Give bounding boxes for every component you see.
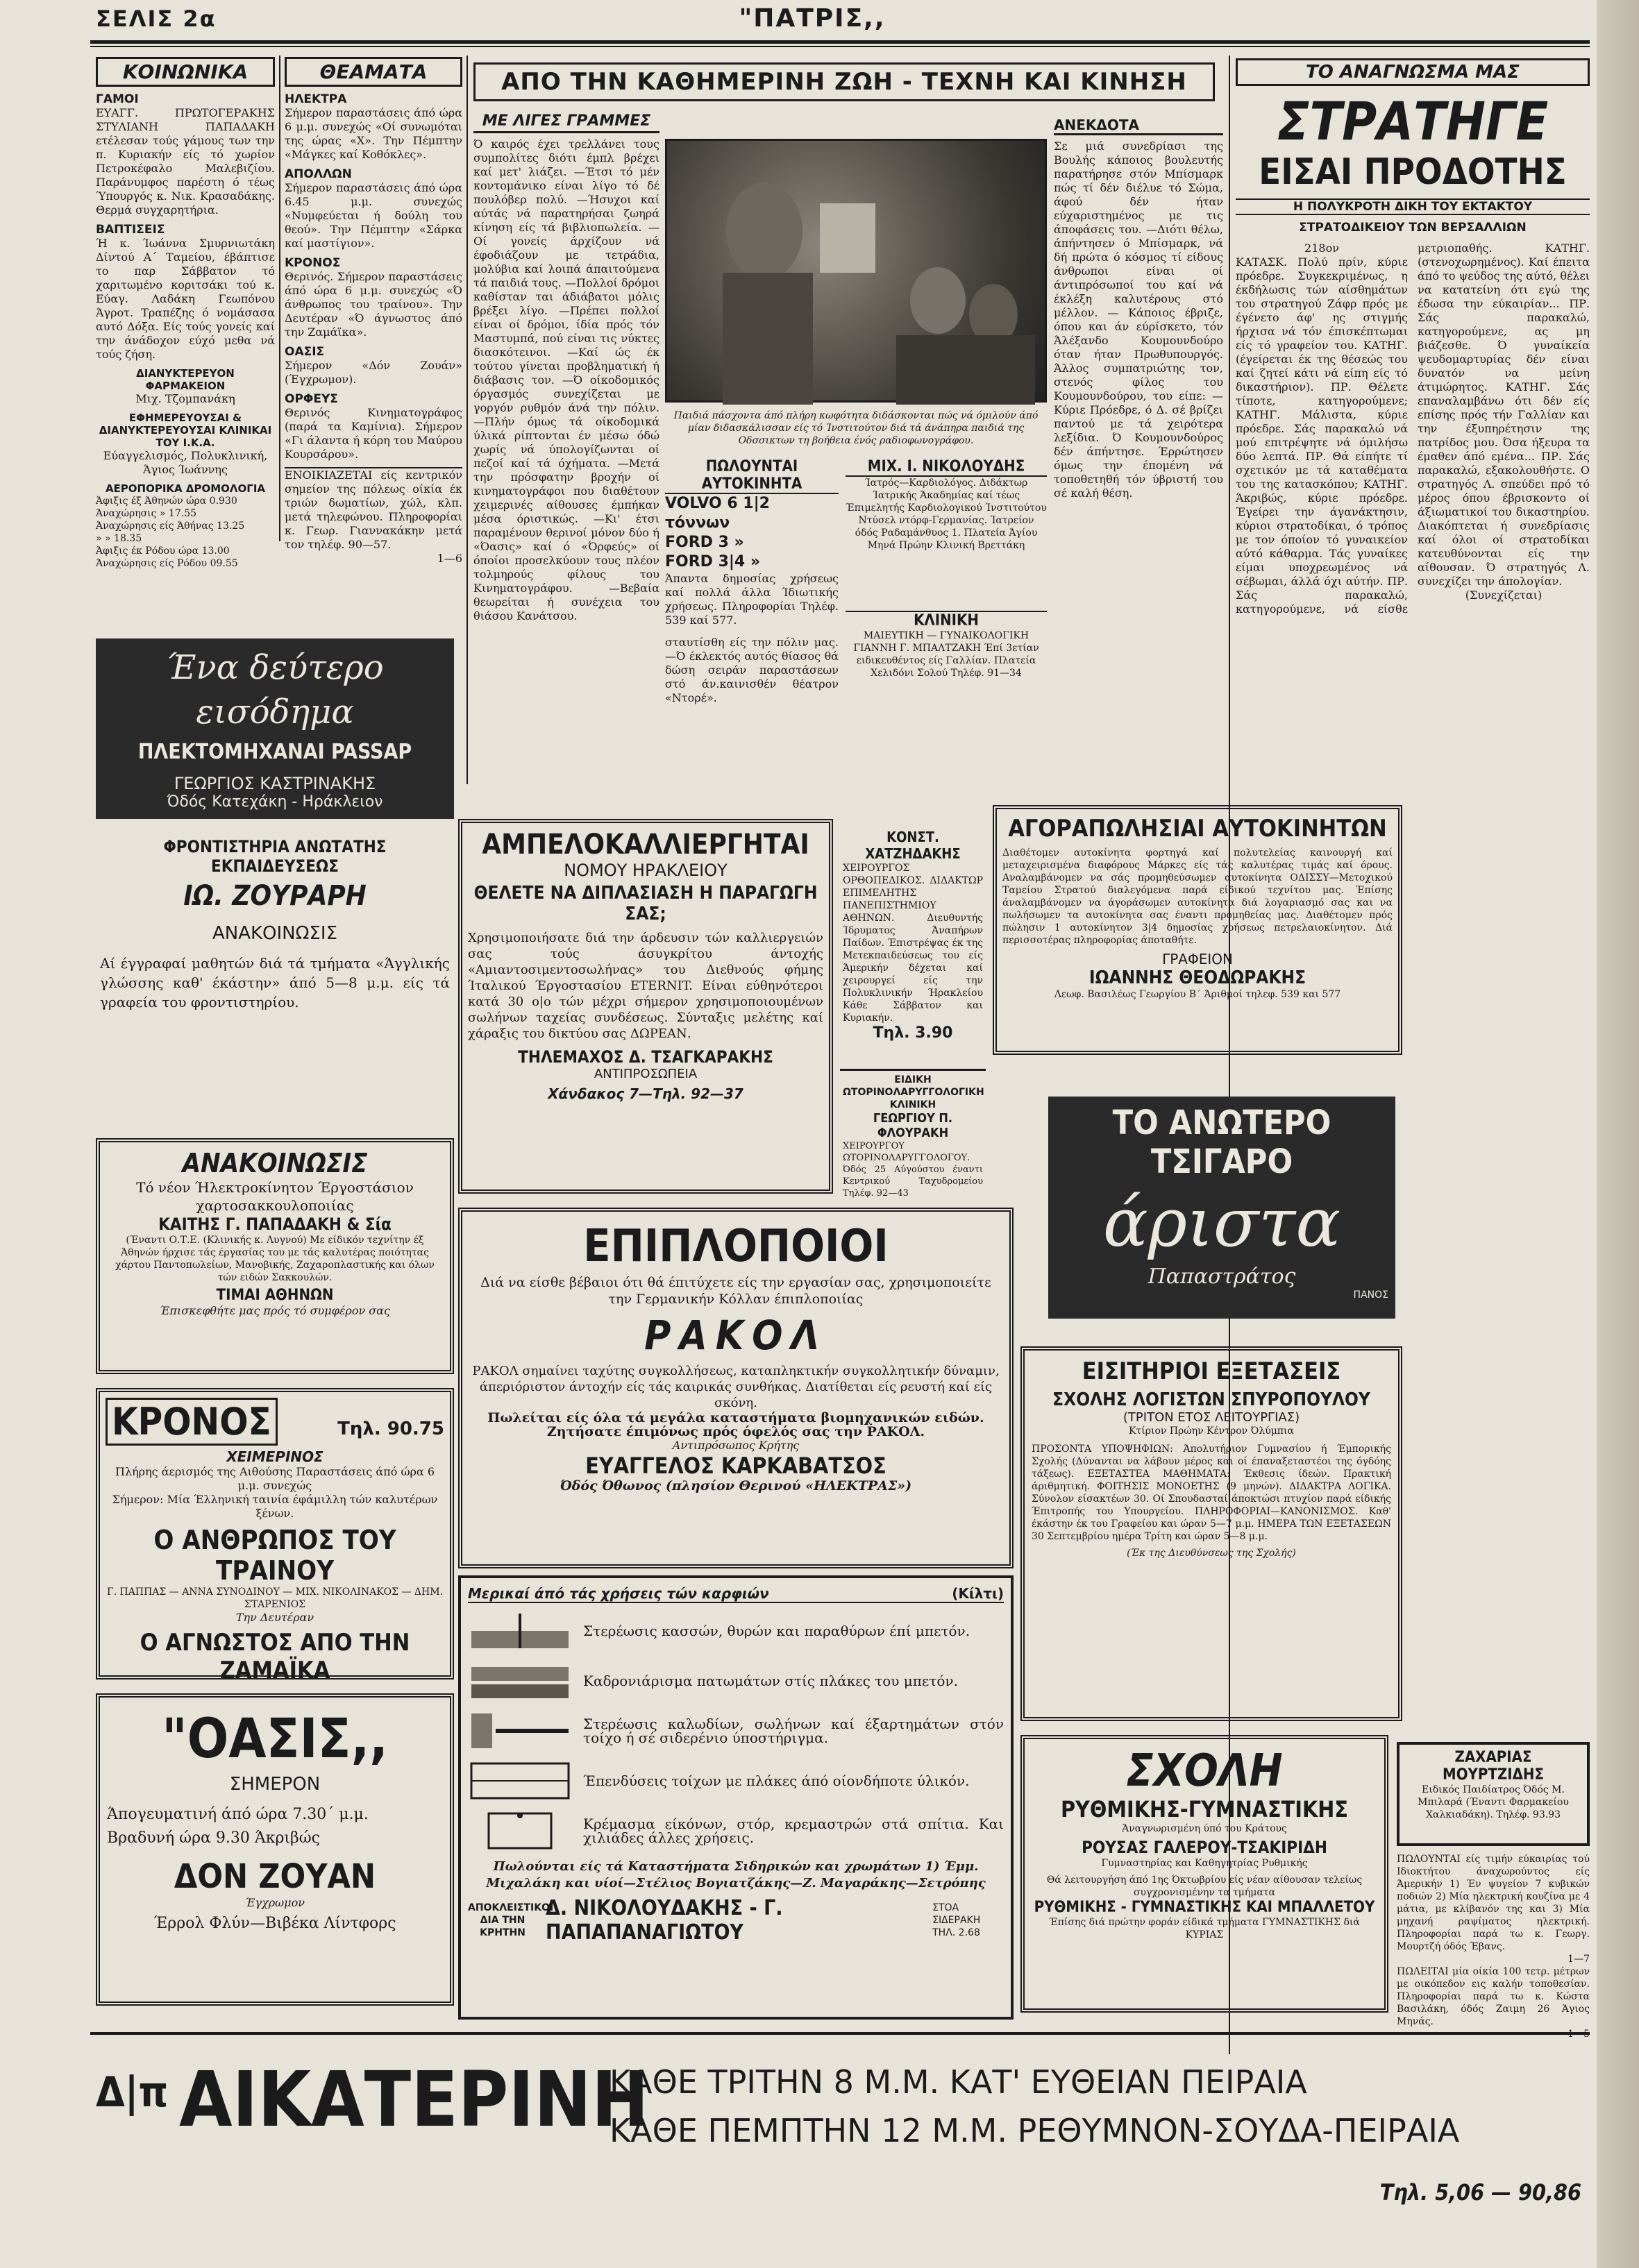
column-rule bbox=[279, 56, 280, 541]
cinema-program: Σήμερον παραστάσεις άπό ώρα 6 μ.μ. συνεχώς «Οί συνωμόται της ώρας «Χ». Την Πέμπτην «Μάγκες καί Κοθόκλες». bbox=[285, 106, 462, 161]
nails-brand: (Κίλτι) bbox=[952, 1585, 1004, 1602]
oasis-title: "ΟΑΣΙΣ,, bbox=[162, 1708, 388, 1770]
paper-bags-company: ΚΑΙΤΗΣ Γ. ΠΑΠΑΔΑΚΗ & Σία bbox=[158, 1215, 392, 1234]
cinema-name: ΟΑΣΙΣ bbox=[285, 345, 325, 359]
school-opening: Θά λειτουργήση άπό 1ης Όκτωβρίου είς νέαν αίθουσαν τελείως συγχρονισμένην τα τμήματα bbox=[1046, 1875, 1363, 1898]
school-recognized: Άναγνωρισμένη ύπό του Κράτους bbox=[1122, 1823, 1287, 1834]
orthopedic-name: ΚΟΝΣΤ. ΧΑΤΖΗΔΑΚΗΣ bbox=[865, 829, 961, 862]
cinema-program: Σήμερον παραστάσεις άπό ώρα 6.45 μ.μ. συνεχώς «Νυμφεύεται ή δούλη του θεού». Την Πέμπτην «Σάρκα καί μαστίγιον». bbox=[285, 181, 462, 250]
short-lines-text: Ό καιρός έχει τρελλάνει τους συμπολίτες διότι έμπλ βρέχει καί μετ' λιάζει. —Έτσι τό μέν κοντομάνικο είναι λίγο τό δέ πουλόβερ πολύ. —Ήσυχοι καί αύτάς νά παρατηρήσαι ζωηρά κίνηση είς τά βιβλιοπωλεία. —Οί γονείς άρχίζουν νά έφοδιάζουν με τετράδια, μολύβια καί λοιπά άπαιτούμενα τά παιδιά τους. —Πολλοί δρόμοι καθίσταν ται άδιάβατοι μόλις βρέξει λίγο. —Πρέπει πολλοί είναι οί δρόμοι, ίδία πρός τόν Μαστυμπά, πού είναι τις νύκτες διασκότεινοι. —Καί ώς έκ τούτου γίνεται προβληματική ή διάβασις τον. —Ό οίκοδομικός όργασμός συνεχίζεται με γοργόν ρυθμόν άνά την πόλιν. —Πλήν όμως τά οίκοδομικά ύλικά ρίπτονται έν μέσω όδώ χωρίς νά ύπολογίζωνται οί πεζοί καί τά όχήματα. —Μετά την πρόσφατην βροχήν οί κινηματογράφοι που διαθέτουν χειμερινές αίθουσες έμπήκαν μέσα όριστικώς. —Κι' έτσι παραμένουν θερινοί μόνον δύο ή «Όασις» καί ό «Όρφεύς» οί όποίοι προσελκύουν τους πλέον τολμηρούς φίλους του Κινηματογράφου. —Βεβαία θεωρείται ή συνέχεια του θιάσου Κανάτσου. bbox=[473, 137, 659, 623]
tutoring-announcement: ΑΝΑΚΟΙΝΩΣΙΣ bbox=[212, 923, 338, 944]
ship-ad bbox=[96, 2040, 1590, 2249]
car-dealers-ad bbox=[993, 805, 1402, 1055]
rakol-ask: Ζητήσατε έπιμόνως πρός όφελός σας την ΡΑΚΟΛ. bbox=[546, 1424, 925, 1439]
vine-growers-ad bbox=[458, 819, 833, 1194]
gymnastics-school-ad bbox=[1020, 1735, 1388, 2013]
section-title-cinema: ΘΕΑΜΑΤΑ bbox=[285, 57, 462, 87]
page-number: ΣΕΛΙΣ 2α bbox=[96, 6, 217, 32]
tutoring-text: Αί έγγραφαί μαθητών διά τά τμήματα «Άγγλικής γλώσσης καθ' έκάστην» άπό 5—8 μ.μ. είς τά γραφεία του φροντιστηρίου. bbox=[100, 955, 450, 1010]
furniture-makers-ad bbox=[458, 1208, 1014, 1568]
nails-address: ΣΤΟΑ ΣΙΔΕΡΑΚΗ ΤΗΛ. 2.68 bbox=[932, 1902, 981, 1938]
passap-slogan: Ένα δεύτερο εισόδημα bbox=[166, 648, 384, 731]
kronos-cinema-ad bbox=[96, 1388, 454, 1684]
cigarette-maker: Παπαστράτος bbox=[1148, 1264, 1296, 1289]
baptisms-heading: ΒΑΠΤΙΣΕΙΣ bbox=[96, 223, 165, 237]
cars-ad bbox=[665, 458, 839, 704]
nails-use-illustration bbox=[468, 1810, 572, 1852]
school-director: ΡΟΥΣΑΣ ΓΑΛΕΡΟΥ-ΤΣΑΚΙΡΙΔΗ bbox=[1082, 1838, 1327, 1857]
furniture-intro: Διά να είσθε βέβαιοι ότι θά έπιτύχετε είς την εργασίαν σας, χρησιμοποιείτε την Γερμανικήν Κόλλαν έπιπλοποιίας bbox=[480, 1275, 991, 1307]
daily-life-banner: ΑΠΟ ΤΗΝ ΚΑΘΗΜΕΡΙΝΗ ΖΩΗ - ΤΕΧΝΗ ΚΑΙ ΚΙΝΗΣΗ bbox=[473, 62, 1215, 101]
passap-dealer: ΓΕΩΡΓΙΟΣ ΚΑΣΤΡΙΝΑΚΗΣ bbox=[174, 774, 376, 793]
photo-illustration bbox=[667, 141, 1049, 405]
cigarette-brand: άριστα bbox=[1102, 1184, 1341, 1262]
car-model: VOLVO 6 1|2 τόννων bbox=[665, 495, 770, 532]
vine-question: ΘΕΛΕΤΕ ΝΑ ΔΙΠΛΑΣΙΑΣΗ Η ΠΑΡΑΓΩΓΗ ΣΑΣ; bbox=[473, 883, 818, 924]
tutoring-name: ΙΩ. ΖΟΥΡΑΡΗ bbox=[183, 880, 367, 912]
rakol-text: ΡΑΚΟΛ σημαίνει ταχύτης συγκολλήσεως, καταπληκτικήν συγκολλητικήν δύναμιν, άπεριόριστον άντοχήν είς τάς καιρικάς συνθήκας. Διατίθεται είς ρευστή καί είς σκόνη. bbox=[472, 1364, 1000, 1410]
car-dealers-text: Διαθέτομεν αυτοκίνητα φορτηγά καί πολυτελείας καινουργή καί μεταχειρισμένα διαφόρους Μάρκες είς τάς καλυτέρας τιμάς καί όρους. Αναλαμβάνομεν να σάς προμηθεύσωμεν αυτοκίνητα ΟΔΙΣΣΥ—Μετοχικού Ταμείου Στρατού διαλεγόμενα παρά είδικού τεχνίτου μας. Έπίσης άναλαμβάνομεν να άγοράσωμεν αυτοκίνητα διά λογαριασμό σας και να πωλήσωμεν τα αυτοκίνητα σας έναντι προμηθείας μας. Διαθέτομεν πρός πώλησιν 1 αυτοκίνητον 3|4 δημοσίας χρήσεως πετρελαιοκίνητον. Διά περισσοτέρας πληροφορίας άποταθήτε. bbox=[1002, 847, 1393, 946]
rakol-rep-name: ΕΥΑΓΓΕΛΟΣ ΚΑΡΚΑΒΑΤΣΟΣ bbox=[585, 1453, 886, 1479]
flight-line: Άναχώρησις είς Άθήνας 13.25 bbox=[96, 521, 245, 532]
vine-heading: ΑΜΠΕΛΟΚΑΛΛΙΕΡΓΗΤΑΙ bbox=[482, 829, 809, 861]
oasis-matinee: Άπογευματινή άπό ώρα 7.30΄ μ.μ. bbox=[107, 1806, 369, 1823]
nails-heading: Μερικαί άπό τάς χρήσεις τών καρφιών bbox=[468, 1585, 769, 1602]
cinema-name: ΗΛΕΚΤΡΑ bbox=[285, 92, 347, 106]
kronos-film-2: Ο ΑΓΝΩΣΤΟΣ ΑΠΟ ΤΗΝ ΖΑΜΑΪΚΑ bbox=[140, 1629, 410, 1684]
nails-use: Στερέωσις κασσών, θυρών και παραθύρων έπί μπετόν. bbox=[583, 1623, 970, 1639]
clinics-text: Εύαγγελισμός, Πολυκλινική, Άγιος Ίωάννης bbox=[103, 449, 268, 476]
classified-ref: 1—6 bbox=[437, 552, 462, 565]
exams-signature: (Έκ της Διευθύνσεως της Σχολής) bbox=[1127, 1548, 1296, 1559]
section-title-social: ΚΟΙΝΩΝΙΚΑ bbox=[96, 57, 275, 87]
nails-exclusive: ΑΠΟΚΛΕΙΣΤΙΚΟΙ ΔΙΑ ΤΗΝ ΚΡΗΤΗΝ bbox=[468, 1902, 554, 1938]
furniture-heading: ΕΠΙΠΛΟΠΟΙΟΙ bbox=[583, 1221, 889, 1272]
vine-agent: ΤΗΛΕΜΑΧΟΣ Δ. ΤΣΑΓΚΑΡΑΚΗΣ bbox=[518, 1047, 773, 1067]
ent-heading: ΕΙΔΙΚΗ ΩΤΟΡΙΝΟΛΑΡΥΓΓΟΛΟΓΙΚΗ ΚΛΙΝΙΚΗ bbox=[843, 1074, 984, 1110]
baptisms-text: Ή κ. Ίωάννα Σμυρνιωτάκη Δίντού Α΄ Ταμείου, έβάπτισε το παρ Σάββατον τό χαριτωμένο κοριτσάκι τού κ. Εύαγ. Λαδάκη Γεωπόνου Άγροτ. Τραπέζης ό νομάσασα αυτό Δόξα. Είς τούς γονείς καί την άνάδοχον εύχό μεθα νά τούς ζήση. bbox=[96, 237, 275, 361]
flight-line: Άναχώρησις είς Ρόδου 09.55 bbox=[96, 558, 238, 569]
oasis-today: ΣΗΜΕΡΟΝ bbox=[229, 1774, 321, 1795]
pharmacy-name: Μιχ. Τζομπανάκη bbox=[135, 392, 235, 405]
house-for-sale: ΠΩΛΕΙΤΑΙ μία οίκία 100 τετρ. μέτρων με οικόπεδον εις καλήν τοποθεσίαν. Πληροφορίαι παρά τω κ. Κώστα Βασιλάκη, όδός Ζαιμη 26 Άγιος Μηνάς. bbox=[1397, 1966, 1590, 2027]
car-model: FORD 3|4 » bbox=[665, 553, 761, 570]
theatre-note: σταυτίσθη είς την πόλιν μας. —Ό έκλεκτός αυτός θίασος θά δώση σειράν παραστάσεων στό άν.καινισθέν θέατρον «Ντορέ». bbox=[665, 636, 839, 704]
serial-title-2: ΕΙΣΑΙ ΠΡΟΔΟΤΗΣ bbox=[1259, 151, 1567, 193]
exams-ad bbox=[1020, 1346, 1402, 1721]
rakol-brand: ΡΑΚΟΛ bbox=[644, 1312, 827, 1359]
pediatrician-details: Ειδικός Παιδίατρος Όδός Μ. Μπιλαρά (Έναντι Φαρμακείου Χαλκιαδάκη). Τηλέφ. 93.93 bbox=[1418, 1784, 1569, 1820]
section-title-serial: ΤΟ ΑΝΑΓΝΩΣΜΑ ΜΑΣ bbox=[1236, 58, 1590, 86]
nails-use: Κρέμασμα είκόνων, στόρ, κρεμαστρών στά σπίτια. Και χιλιάδες άλλες χρήσεις. bbox=[583, 1816, 1004, 1846]
fridge-ref: 1—7 bbox=[1567, 1954, 1590, 1965]
orthopedic-ad bbox=[840, 826, 986, 1055]
masthead-rule-thin bbox=[90, 46, 1590, 47]
flight-line: Άφιξις έκ Ρόδου ώρα 13.00 bbox=[96, 545, 230, 557]
passap-address: Όδός Κατεχάκη - Ηράκλειον bbox=[167, 793, 383, 811]
cigarette-artist: ΠΑΝΟΣ bbox=[1353, 1289, 1388, 1301]
classified-ad: ΕΝΟΙΚΙΑΖΕΤΑΙ είς κεντρικόν σημείον της πόλεως οίκία έκ τριών δωματίων, χώλ, κλπ. μετά τηλεφώνου. Πληροφορίαι κ. Γεωρ. Γιαννακάκην μετά τον τηλέφ. 90—57. bbox=[285, 468, 462, 551]
school-ladies: Έπίσης διά πρώτην φοράν είδικά τμήματα ΓΥΜΝΑΣΤΙΚΗΣ διά ΚΥΡΙΑΣ bbox=[1049, 1917, 1360, 1940]
nails-use-illustration bbox=[468, 1710, 572, 1752]
cinema-name: ΚΡΟΝΟΣ bbox=[285, 256, 341, 270]
oasis-cast: Έρρολ Φλύν—Βιβέκα Λίντφορς bbox=[153, 1915, 396, 1932]
children-photo bbox=[665, 139, 1047, 403]
pediatrician-name: ΖΑΧΑΡΙΑΣ ΜΟΥΡΤΖΙΔΗΣ bbox=[1443, 1749, 1544, 1784]
cinema-program: Θερινός. Σήμερον παραστάσεις άπό ώρα 6 μ.μ. συνεχώς «Ό άνθρωπος του τραίνου». Την Δευτέραν «Ό άγνωστος άπό την Ζαμάϊκα». bbox=[285, 270, 462, 339]
footer-rule bbox=[90, 2032, 1590, 2035]
nails-distributors: Δ. ΝΙΚΟΛΟΥΔΑΚΗΣ - Γ. ΠΑΠΑΠΑΝΑΓΙΩΤΟΥ bbox=[546, 1896, 783, 1945]
cinema-program: Θερινός Κινηματογράφος (παρά τα Καμίνια). Σήμερον «Γι άλαντα ή κόρη του Μαύρου Κουρσάρου». bbox=[285, 406, 462, 461]
flights-heading: ΑΕΡΟΠΟΡΙΚΑ ΔΡΟΜΟΛΟΓΙΑ bbox=[105, 482, 266, 495]
vine-text: Χρησιμοποιήσατε διά την άρδευσιν τών καλλιεργειών σας τούς άσυγκρίτου άντοχής «Αμιαντοσιμεντοσωλήνας» του Διεθνούς φήμης Ίταλικού Έργοστασίου ETERNIT. Είναι εύθηνότεροι κατά 30 ο|ο τών μέχρι σήμερον χρησιμοποιουμένων σωλήνων ταχείας συνδέσεως. Σύνταξις μελέτης καί χάραξις του δικτύου σας ΔΩΡΕΑΝ. bbox=[468, 931, 823, 1041]
exams-year: (ΤΡΙΤΟΝ ΕΤΟΣ ΛΕΙΤΟΥΡΓΙΑΣ) bbox=[1123, 1410, 1300, 1425]
serial-title-1: ΣΤΡΑΤΗΓΕ bbox=[1277, 90, 1549, 152]
oasis-film: ΔΟΝ ΖΟΥΑΝ bbox=[174, 1857, 376, 1896]
nails-use-illustration bbox=[468, 1610, 572, 1652]
paper-bags-ad bbox=[96, 1138, 454, 1374]
ship-prefix: Δ|π bbox=[96, 2068, 169, 2117]
cinema-column bbox=[285, 57, 462, 565]
kronos-today: Σήμερον: Μία Έλληνική ταινία έφάμιλλη τών καλυτέρων ξένων. bbox=[112, 1493, 438, 1520]
car-dealers-owner: ΙΩΑΝΝΗΣ ΘΕΟΔΩΡΑΚΗΣ bbox=[1089, 967, 1306, 988]
vine-prefecture: ΝΟΜΟΥ ΗΡΑΚΛΕΙΟΥ bbox=[564, 861, 728, 880]
doctor-nikoloudis-ad bbox=[846, 458, 1047, 604]
weddings-text: ΕΥΑΓΓ. ΠΡΩΤΟΓΕΡΑΚΗΣ ΣΤΥΛΙΑΝΗ ΠΑΠΑΔΑΚΗ ετέλεσαν τούς γάμους των την π. Κυριακήν είς τό χωρίον Πετροκέφαλο Μαλεβιζίου. Παράνυμφος παρέστη ό τέως Ύπουργός κ. Νικ. Κρασαδάκης. Θερμά συγχαρητήρια. bbox=[96, 106, 275, 217]
ent-clinic-ad bbox=[840, 1069, 986, 1208]
exams-building: Κτίριον Πρώην Κέντρον Όλύμπια bbox=[1129, 1425, 1294, 1437]
kronos-cast: Γ. ΠΑΠΠΑΣ — ΑΝΝΑ ΣΥΝΟΔΙΝΟΥ — ΜΙΧ. ΝΙΚΟΛΙΝΑΚΟΣ — ΔΗΜ. ΣΤΑΡΕΝΙΟΣ bbox=[106, 1586, 444, 1610]
newspaper-title: "ΠΑΤΡΙΣ,, bbox=[739, 4, 886, 33]
cinema-name: ΟΡΦΕΥΣ bbox=[285, 392, 338, 406]
section-title-short: ΜΕ ΛΙΓΕΣ ΓΡΑΜΜΕΣ bbox=[473, 111, 659, 133]
ship-name: ΑΙΚΑΤΕΡΙΝΗ bbox=[179, 2055, 649, 2144]
serial-text: ΚΑΤΑΣΚ. Πολύ πρίν, κύριε πρόεδρε. Συγκεκριμένως, η έκδήλωσις τών αίσθημάτων του στρατηγού Ζάφρ πρός με έγένετο άφ' ης στιγμής ήρχισα νά τόν έπισκέπτωμαι είς τό γραφείον του. ΚΑΤΗΓ. (έγείρεται έκ της θέσεώς του καί ζητεί κάτι νά είπη είς τό δικαστήριον). ΠΡ. Θέλετε τίποτε, κατηγορούμενε; ΚΑΤΗΓ. Μάλιστα, κύριε πρόεδρε. Σάς παρακαλώ νά μού επιτρέψητε νά όμιλήσω δύο λεπτά. ΠΡ. Θά είπήτε τί σχετικόν με τά καταθέματα του της κατασκόπου; ΚΑΤΗΓ. Άκριβώς, κύριε πρόεδρε. Έγείρει την άγανάκτησιν, κύριοι στρατοδίκαι, ό τρόπος με τον όποίον τό γυναικείον αύτό κάθαρμα. Τάς γυναίκες είμαι υποχρεωμένος νά σέβωμαι, άλλά όχι αύτήν. ΠΡ. Σάς παρακαλώ, κατηγορούμενε, νά είσθε μετριοπαθής. ΚΑΤΗΓ. (στενοχωρημένος). Καί έπειτα άπό το ψεύδος της αύτό, θέλει να κατατείνη ότι εγώ της έδωσα την εύκαιρίαν... ΠΡ. Σάς παρακαλώ, κατηγορούμενε, ας μη βιάζεσθε. Ό γυναίκεία ψευδομαρτυρίας δέν είναι δυνατόν να μείνη άτιμώρητος. ΚΑΤΗΓ. Σάς επαναλαμβάνω ότι δέν είς επίσης πρός τήν Γαλλίαν και την έξυπηρέτησιν της πατρίδος μου. Όσα ήξευρα τα έμαθεν άπό εμένα... ΠΡ. Σάς παρακαλώ, εξακολουθήστε. Ο στρατηγός Λ. σπεύδει πρό τό μέρος όπου έβρισκοντο οί άξιωματικοί του δικαστηρίου. Διακόπτεται ή συνεδρίασις καί όλοι οί στρατοδίκαι κατευθύνονται είς την αίθουσαν. Ό στρατηγός Λ. συνεχίζει την άπολογίαν. bbox=[1236, 242, 1590, 616]
cigarette-slogan: ΤΟ ΑΝΩΤΕΡΟ ΤΣΙΓΑΡΟ bbox=[1112, 1103, 1331, 1181]
cars-heading: ΠΩΛΟΥΝΤΑΙ ΑΥΤΟΚΙΝΗΤΑ bbox=[665, 458, 839, 494]
cinema-program: Σήμερον «Δόν Ζουάν» (Έγχρωμον). bbox=[285, 359, 462, 386]
cigarette-ad bbox=[1048, 1097, 1395, 1319]
school-subtitle: ΡΥΘΜΙΚΗΣ-ΓΥΜΝΑΣΤΙΚΗΣ bbox=[1060, 1796, 1349, 1822]
orthopedic-phone: Τηλ. 3.90 bbox=[873, 1024, 953, 1042]
oasis-cinema-ad bbox=[96, 1693, 454, 2006]
ent-details: ΧΕΙΡΟΥΡΓΟΥ ΩΤΟΡΙΝΟΛΑΡΥΓΓΟΛΟΓΟΥ. Όδός 25 Αύγούστου έναντι Κεντρικού Ταχυδρομείου Τηλέφ. 92—43 bbox=[843, 1141, 983, 1199]
nails-use: Στερέωσις καλωδίων, σωλήνων καί έξαρτημάτων στόν τοίχο ή σέ σιδερένιο ύποστήριγμα. bbox=[583, 1716, 1004, 1746]
vine-representation: ΑΝΤΙΠΡΟΣΩΠΕΙΑ bbox=[594, 1067, 698, 1081]
pediatrician-ad bbox=[1397, 1742, 1590, 1846]
clinic-details: ΜΑΙΕΥΤΙΚΗ — ΓΥΝΑΙΚΟΛΟΓΙΚΗ ΓΙΑΝΝΗ Γ. ΜΠΑΛΤΖΑΚΗ Έπί 3ετίαν ειδικευθέντος είς Γαλλίαν. Πλατεία Χελιδόνι Σολού Τηλέφ. 91—34 bbox=[853, 630, 1039, 679]
kronos-phone: Τηλ. 90.75 bbox=[337, 1419, 444, 1439]
kronos-title: ΚΡΟΝΟΣ bbox=[106, 1398, 278, 1446]
orthopedic-text: ΧΕΙΡΟΥΡΓΟΣ ΟΡΘΟΠΕΔΙΚΟΣ. ΔΙΔΑΚΤΩΡ ΕΠΙΜΕΛΗΤΗΣ ΠΑΝΕΠΙΣΤΗΜΙΟΥ ΑΘΗΝΩΝ. Διευθυντής Ίδρυματος Άναπήρων Παίδων. Έπιστρέψας έκ της Μετεκπαιδεύσεως του είς Άμερικήν δέχεται καί χειρουργεί είς την Πολυκλινικήν Ήρακλείου Κάθε Σάββατον και Κυριακήν. bbox=[843, 863, 983, 1024]
school-title: ΣΧΟΛΗ bbox=[1126, 1745, 1283, 1797]
paper-bags-intro: Τό νέον Ήλεκτροκίνητον Έργοστάσιον χαρτοσακκουλοποιίας bbox=[136, 1179, 414, 1214]
nails-use: Έπενδύσεις τοίχων με πλάκες άπό οίονδήποτε ύλικόν. bbox=[583, 1772, 970, 1789]
ship-tuesday: ΚΑΘΕ ΤΡΙΤΗΝ 8 Μ.Μ. ΚΑΤ' ΕΥΘΕΙΑΝ ΠΕΙΡΑΙΑ bbox=[610, 2063, 1307, 2101]
classifieds-bottom bbox=[1397, 1853, 1590, 2027]
anecdotes-column bbox=[1054, 111, 1223, 812]
oasis-evening: Βραδυνή ώρα 9.30 Άκριβώς bbox=[107, 1829, 321, 1847]
short-lines-column bbox=[473, 111, 659, 805]
vine-address: Χάνδακος 7—Τηλ. 92—37 bbox=[548, 1085, 743, 1102]
serial-continued: (Συνεχίζεται) bbox=[1465, 589, 1543, 602]
school-director-role: Γυμναστηρίας και Καθηγητρίας Ρυθμικής bbox=[1101, 1858, 1308, 1869]
paper-bags-prices: ΤΙΜΑΙ ΑΘΗΝΩΝ bbox=[216, 1287, 334, 1304]
rakol-sold: Πωλείται είς όλα τά μεγάλα καταστήματα βιομηχανικών ειδών. bbox=[487, 1410, 984, 1425]
column-rule bbox=[467, 56, 468, 784]
photo-caption: Παιδιά πάσχοντα άπό πλήρη κωφότητα διδάσκονται πώς νά όμιλούν άπό μίαν διδασκάλισσαν είς τό Ίνστιτούτον διά τά άνάπηρα παιδιά της Οδσσικτων τη βοήθεια ένός ραδιοφωνογράφου. bbox=[673, 410, 1039, 446]
social-column bbox=[96, 57, 275, 569]
flight-line: Άφιξις έξ Άθηνών ώρα 0.930 bbox=[96, 496, 237, 507]
pharmacy-heading: ΔΙΑΝΥΚΤΕΡΕΥΟΝ ΦΑΡΜΑΚΕΙΟΝ bbox=[136, 367, 235, 392]
paper-bags-visit: Έπισκεφθήτε μας πρός τό συμφέρον σας bbox=[160, 1304, 390, 1317]
maternity-clinic-ad bbox=[846, 611, 1047, 729]
passap-ad bbox=[96, 638, 454, 819]
rakol-address: Όδός Όθωνος (πλησίον Θερινού «ΗΛΕΚΤΡΑΣ») bbox=[560, 1478, 912, 1493]
weddings-heading: ΓΑΜΟΙ bbox=[96, 92, 139, 106]
kronos-winter: ΧΕΙΜΕΡΙΝΟΣ bbox=[226, 1448, 323, 1465]
doctor-details: Ίατρός—Καρδιολόγος. Διδάκτωρ Ίατρικής Άκαδημίας καί τέως Έπιμελητής Καρδιολογικού Ίνστιτούτου Ντύσελ ντόρφ-Γερμανίας. Ίατρείον όδός Ραδαμάνθυος 1. Πλατεία Άγίου Μηνά Πρώην Κλινική Βρεττάκη bbox=[846, 477, 1047, 551]
passap-product: ΠΛΕΚΤΟΜΗΧΑΝΑΙ PASSAP bbox=[137, 740, 412, 764]
flight-line: Άναχώρησις » 17.55 bbox=[96, 508, 197, 519]
nails-use-illustration bbox=[468, 1760, 572, 1802]
car-dealers-address: Λεωφ. Βασιλέως Γεωργίου Β΄ Άριθμοί τηλεφ. 539 και 577 bbox=[1054, 989, 1341, 1000]
masthead-rule bbox=[90, 40, 1590, 44]
tutoring-heading: ΦΡΟΝΤΙΣΤΗΡΙΑ ΑΝΩΤΑΤΗΣ ΕΚΠΑΙΔΕΥΣΕΩΣ bbox=[163, 837, 387, 876]
anecdotes-heading: ΑΝΕΚΔΟΤΑ bbox=[1054, 117, 1223, 135]
serial-subtitle-1: Η ΠΟΛΥΚΡΟΤΗ ΔΙΚΗ ΤΟΥ ΕΚΤΑΚΤΟΥ bbox=[1236, 198, 1590, 215]
nails-shops: Πωλούνται είς τά Καταστήματα Σιδηρικών και χρωμάτων 1) Έμμ. Μιχαλάκη και υίοί—Στέλιος Βογιατζάκης—Ζ. Μαγαράκης—Σετρόπης bbox=[486, 1859, 986, 1890]
serial-episode: 218ον bbox=[1304, 242, 1339, 255]
binding-spine bbox=[1597, 0, 1639, 2268]
car-model: FORD 3 » bbox=[665, 534, 744, 551]
paper-bags-heading: ΑΝΑΚΟΙΝΩΣΙΣ bbox=[182, 1148, 368, 1178]
kronos-film-1: Ο ΑΝΘΡΩΠΟΣ ΤΟΥ ΤΡΑΙΝΟΥ bbox=[153, 1525, 396, 1586]
car-dealers-heading: ΑΓΟΡΑΠΩΛΗΣΙΑΙ ΑΥΤΟΚΙΝΗΤΩΝ bbox=[1008, 815, 1387, 843]
exams-text: ΠΡΟΣΟΝΤΑ ΥΠΟΨΗΦΙΩΝ: Άπολυτήριον Γυμνασίου ή Έμπορικής Σχολής (Δύνανται να λάβουν μέρος και οί έπαναξεταστέοι της όγδόης τάξεως). ΕΞΕΤΑΣΤΕΑ ΜΑΘΗΜΑΤΑ: Έκθεσις ίδεών. Πρακτική άριθμητική. ΦΟΙΤΗΣΙΣ ΜΟΝΟΕΤΗΣ (9 μηνών). ΔΙΔΑΚΤΡΑ ΛΟΓΙΚΑ. Σύνολον είσακτέων 30. Οί Σπουδασταί άποκτώσι πτυχίον παρά είδικής Έπιτροπής του Υπουργείου. ΠΛΗΡΟΦΟΡΙΑΙ—ΚΑΝΟΝΙΣΜΟΣ. Καθ' έκάστην έκ του Γραφείου και ώραν 5—7 μ.μ. ΗΜΕΡΑ ΤΩΝ ΕΞΕΤΑΣΕΩΝ 30 Σεπτεμβρίου ημέρα Τρίτη και ώραν 5—8 μ.μ. bbox=[1032, 1444, 1391, 1542]
paper-bags-text: (Έναντι Ο.Τ.Ε. (Κλινικής κ. Λυγνού) Με είδικόν τεχνίτην έξ Άθηνών ήρχισε τάς έργασίας του με τάς καλυτέρας ποιότητας χάρτου Παντοπωλείων, Μανοβικής, Ζαχαροπλαστικής και όλων τών ειδών Σακκουλών. bbox=[115, 1235, 435, 1283]
cinema-name: ΑΠΟΛΛΩΝ bbox=[285, 167, 352, 181]
nails-use-illustration bbox=[468, 1660, 572, 1702]
flight-line: » » 18.35 bbox=[96, 533, 142, 544]
fridge-for-sale: ΠΩΛΟΥΝΤΑΙ είς τιμήν εύκαιρίας τού Ιδιοκτήτου άναχωρούντος είς Άμερικήν 1) Έν ψυγείον 7 κυβικών ποδιών 2) Μία ηλεκτρική κουζίνα με 4 μάτια, με κλίβανόν της και 3) Μία μηχανή ραψίματος ηλεκτρική. Πληροφορίαι παρά τω κ. Γεωργ. Μουρτζή όδός Έβανς. bbox=[1397, 1854, 1590, 1952]
school-classes: ΡΥΘΜΙΚΗΣ - ΓΥΜΝΑΣΤΙΚΗΣ ΚΑΙ ΜΠΑΛΛΕΤΟΥ bbox=[1034, 1899, 1375, 1916]
ship-thursday: ΚΑΘΕ ΠΕΜΠΤΗΝ 12 Μ.Μ. ΡΕΘΥΜΝΟΝ-ΣΟΥΔΑ-ΠΕΙΡΑΙΑ bbox=[610, 2112, 1460, 2149]
ship-phone: Τηλ. 5,06 — 90,86 bbox=[1379, 2179, 1581, 2206]
nails-ad bbox=[458, 1575, 1014, 2020]
oasis-color: Έγχρωμον bbox=[245, 1896, 305, 1909]
serial-subtitle-2: ΣΤΡΑΤΟΔΙΚΕΙΟΥ ΤΩΝ ΒΕΡΣΑΛΛΙΩΝ bbox=[1299, 221, 1527, 235]
kronos-shows: Πλήρης άερισμός της Αιθούσης Παραστάσεις άπό ώρα 6 μ.μ. συνεχώς bbox=[115, 1465, 435, 1492]
clinics-heading: ΕΦΗΜΕΡΕΥΟΥΣΑΙ & ΔΙΑΝΥΚΤΕΡΕΥΟΥΣΑΙ ΚΛΙΝΙΚΑΙ ΤΟΥ Ι.Κ.Α. bbox=[99, 412, 272, 449]
exams-heading: ΕΙΣΙΤΗΡΙΟΙ ΕΞΕΤΑΣΕΙΣ bbox=[1082, 1357, 1341, 1385]
ent-doctor: ΓΕΩΡΓΙΟΥ Π. ΦΛΟΥΡΑΚΗ bbox=[873, 1111, 953, 1140]
anecdotes-text: Σε μιά συνεδρίασι της Βουλής κάποιος βουλευτής παρατήρησε στόν Μπίσμαρκ πώς τί δέν διέλυε τό Σώμα, άφού δέν ήταν εύχαριστημένος με τις άποφάσεις του. —Διότι θέλω, άπήντησεν ό Μπίσμαρκ, νά δή πρώτα ό κόσμος τί είδους άνθρωποι είναι οί άντιπρόσωποί του καί νά έκλέξη καλυτέρους στό μέλλον. — Κάποιος έβριζε, όπου και άν εύρίσκετο, τόν Άλέξανδο Κουμουνδούρο όταν ήταν Πρωθυπουργός. Άλλος συμπατριώτης τον, στενός φίλος του Κουμουνδούρου, του είπε: —Κύριε Πρόεδρε, ό Δ. σέ βρίζει παντού με τά χειρότερα λεξίδια. Ό Κουμουνδούρος δέν άπήντησε. Έρρώτησεν όμως την έπομένη νά τοποθετηθή τόν ύβριστή του σέ καλή θέση. bbox=[1054, 139, 1223, 500]
cars-text: Άπαντα δημοσίας χρήσεως καί πολλά άλλα Ίδιωτικής χρήσεως. Πληροφορίαι Τηλέφ. 539 καί 577. bbox=[665, 572, 839, 627]
rakol-rep-label: Αντιπρόσωπος Κρήτης bbox=[672, 1439, 800, 1452]
kronos-monday: Την Δευτέραν bbox=[235, 1611, 314, 1624]
nails-use: Καδρονιάρισμα πατωμάτων στίς πλάκες του μπετόν. bbox=[583, 1673, 958, 1689]
clinic-heading: ΚΛΙΝΙΚΗ bbox=[914, 612, 979, 629]
car-dealers-office: ΓΡΑΦΕΙΟΝ bbox=[1162, 951, 1233, 967]
exams-school: ΣΧΟΛΗΣ ΛΟΓΙΣΤΩΝ ΣΠΥΡΟΠΟΥΛΟΥ bbox=[1052, 1389, 1370, 1410]
tutoring-ad bbox=[96, 833, 454, 1083]
doctor-name: ΜΙΧ. Ι. ΝΙΚΟΛΟΥΔΗΣ bbox=[846, 458, 1047, 477]
